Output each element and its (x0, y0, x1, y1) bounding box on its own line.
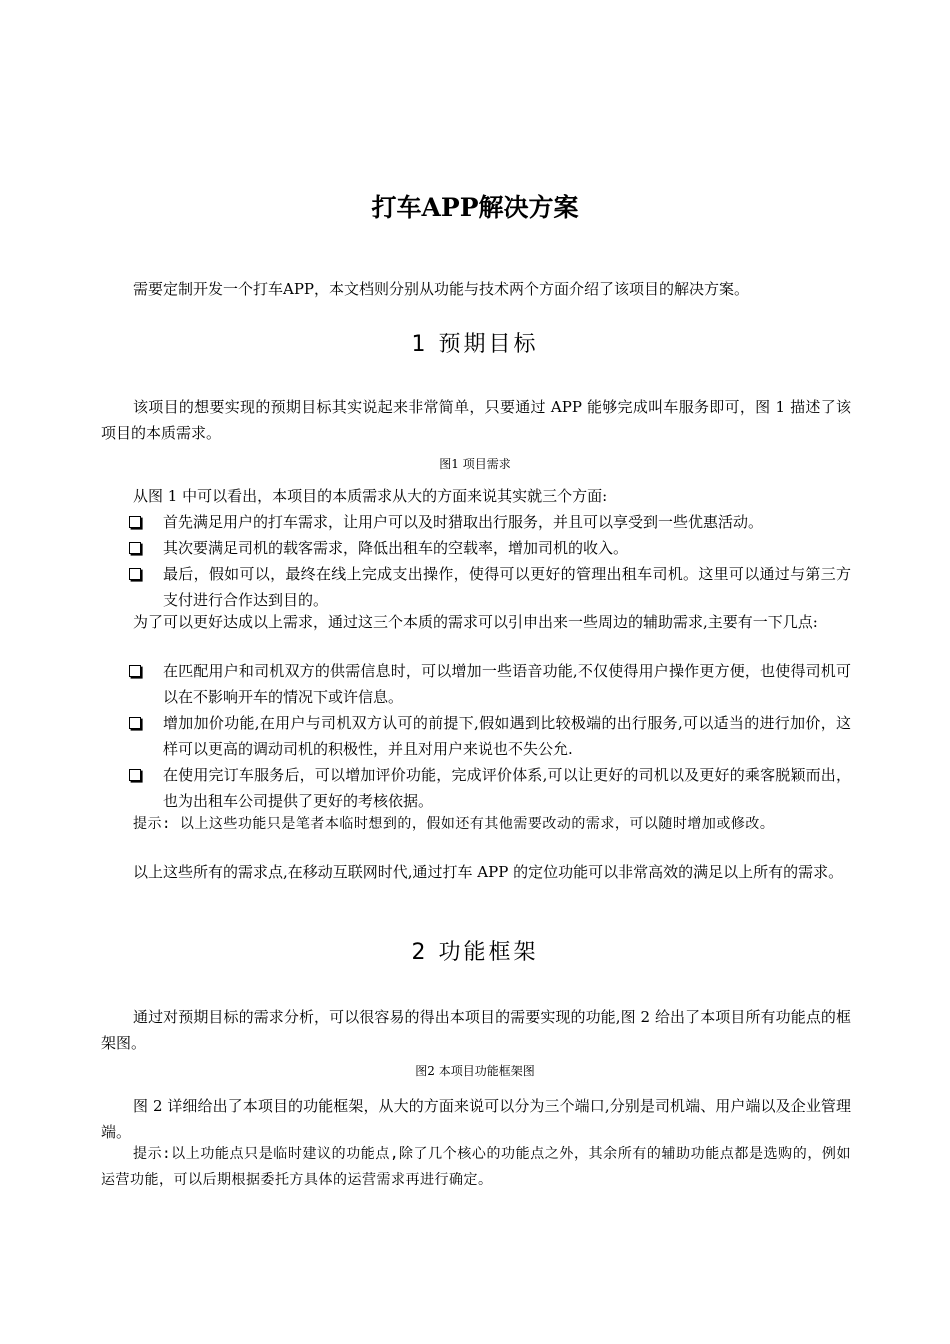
list-item: 其次要满足司机的载客需求，降低出租车的空载率，增加司机的收入。 (101, 535, 851, 561)
section-2-paragraph-2: 图 2 详细给出了本项目的功能框架，从大的方面来说可以分为三个端口,分别是司机端、用户端以及企业管理端。 (101, 1097, 851, 1141)
intro-paragraph: 需要定制开发一个打车APP，本文档则分别从功能与技术两个方面介绍了该项目的解决方案。 (133, 280, 750, 298)
list-item: 在匹配用户和司机双方的供需信息时，可以增加一些语音功能,不仅使得用户操作更方便，也使得司机可以在不影响开车的情况下或许信息。 (101, 658, 851, 710)
list-item: 增加加价功能,在用户与司机双方认可的前提下,假如遇到比较极端的出行服务,可以适当的进行加价，这样可以更高的调动司机的积极性，并且对用户来说也不失公允. (101, 710, 851, 762)
document-title: 打车APP解决方案 (371, 193, 579, 222)
checkbox-bullet-icon (129, 717, 141, 729)
auxiliary-needs-list (101, 658, 851, 814)
figure-1-caption: 图1 项目需求 (439, 457, 511, 471)
checkbox-bullet-icon (129, 769, 141, 781)
section-2-paragraph-1: 通过对预期目标的需求分析，可以很容易的得出本项目的需要实现的功能,图 2 给出了本项目所有功能点的框架图。 (101, 1008, 851, 1052)
section-2-tip: 提示:以上功能点只是临时建议的功能点,除了几个核心的功能点之外，其余所有的辅助功能点都是选购的，例如运营功能，可以后期根据委托方具体的运营需求再进行确定。 (101, 1146, 851, 1188)
section-1-paragraph-1: 该项目的想要实现的预期目标其实说起来非常简单，只要通过 APP 能够完成叫车服务即可，图 1 描述了该项目的本质需求。 (101, 398, 851, 442)
section-1-tip: 提示: 以上这些功能只是笔者本临时想到的，假如还有其他需要改动的需求，可以随时增加或修改。 (133, 816, 775, 832)
section-1-paragraph-4: 以上这些所有的需求点,在移动互联网时代,通过打车 APP 的定位功能可以非常高效的满足以上所有的需求。 (133, 863, 844, 881)
list-item: 首先满足用户的打车需求，让用户可以及时猎取出行服务，并且可以享受到一些优惠活动。 (101, 509, 851, 535)
figure-2-caption: 图2 本项目功能框架图 (415, 1064, 535, 1078)
checkbox-bullet-icon (129, 542, 141, 554)
section-1-heading: 1 预期目标 (411, 332, 539, 357)
list-item: 最后，假如可以，最终在线上完成支出操作，使得可以更好的管理出租车司机。这里可以通过与第三方支付进行合作达到目的。 (101, 561, 851, 613)
section-2-heading: 2 功能框架 (411, 940, 539, 965)
list-item: 在使用完订车服务后，可以增加评价功能，完成评价体系,可以让更好的司机以及更好的乘客脱颖而出，也为出租车公司提供了更好的考核依据。 (101, 762, 851, 814)
checkbox-bullet-icon (129, 568, 141, 580)
section-1-paragraph-2: 从图 1 中可以看出，本项目的本质需求从大的方面来说其实就三个方面: (133, 487, 608, 505)
checkbox-bullet-icon (129, 516, 141, 528)
core-needs-list (101, 509, 851, 613)
section-1-paragraph-3: 为了可以更好达成以上需求，通过这三个本质的需求可以引申出来一些周边的辅助需求,主要有一下几点: (133, 613, 818, 631)
checkbox-bullet-icon (129, 665, 141, 677)
